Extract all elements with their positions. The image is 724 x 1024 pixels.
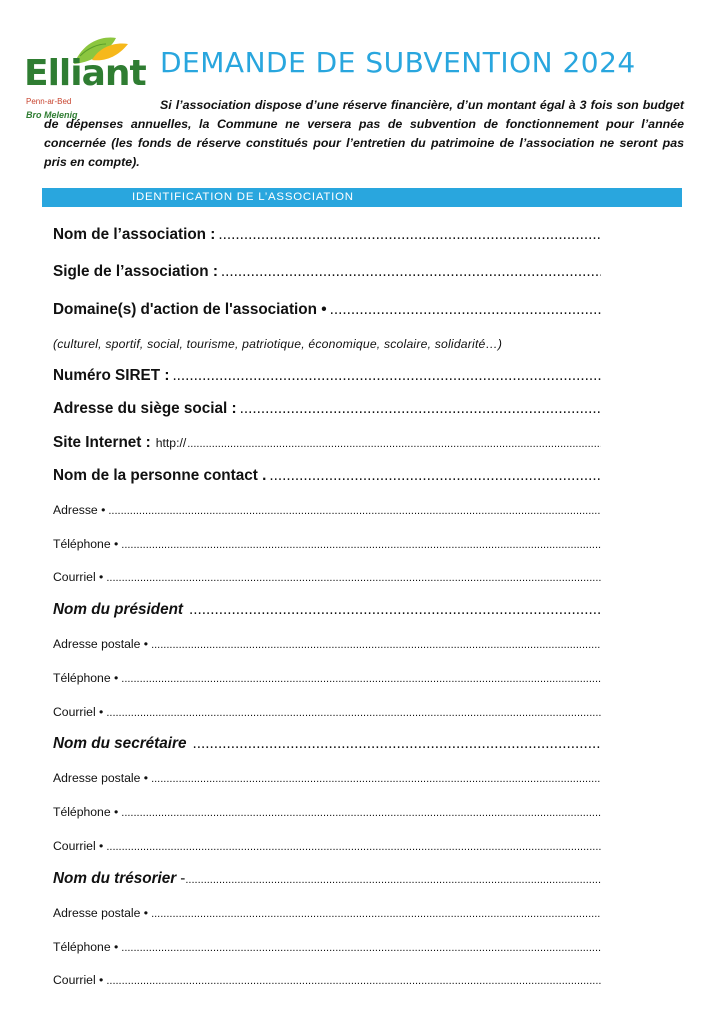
field-treasurer-address[interactable] [53,906,601,920]
field-action-domain[interactable] [53,301,601,319]
fill-line[interactable] [121,673,601,685]
field-website[interactable] [53,434,601,452]
field-label: Adresse postale • [53,906,149,920]
field-secretary-name[interactable] [53,735,601,753]
domain-hint: (culturel, sportif, social, tourisme, patriotique, économique, scolaire, solidarité…) [53,337,503,351]
field-treasurer-name[interactable] [53,870,601,888]
fill-line[interactable] [240,400,601,418]
website-prefix: http:// [155,436,187,450]
field-treasurer-email[interactable] [53,973,601,987]
fill-line[interactable] [192,735,601,753]
logo-subtitle: Penn-ar-Bed [26,97,72,106]
field-contact-address[interactable] [53,503,601,517]
fill-line[interactable] [218,226,601,244]
fill-line[interactable] [121,539,601,551]
fill-line[interactable] [106,707,601,719]
fill-line[interactable] [269,467,601,485]
field-label: Adresse • [53,503,106,517]
field-label: Domaine(s) d'action de l'association • [53,301,327,318]
field-label: Numéro SIRET : [53,367,170,384]
field-label: Adresse postale • [53,637,149,651]
field-label: Adresse du siège social : [53,400,237,417]
intro-paragraph: Si l’association dispose d’une réserve financière, d’un montant égal à 3 fois son budget de dépenses annuelles, la Commune ne versera pas de subvention de fonctionnement pour l’année concernée (les fonds de réserve constitués pour l’entretien du patrimoine de l’association ne seront pas pris en compte). [44,98,684,169]
field-label: Nom du président [53,601,184,618]
field-secretary-phone[interactable] [53,805,601,819]
field-label: Sigle de l’association : [53,263,218,280]
field-treasurer-phone[interactable] [53,940,601,954]
fill-line[interactable] [185,874,601,886]
fill-line[interactable] [121,942,601,954]
field-secretary-email[interactable] [53,839,601,853]
field-label: Site Internet : [53,434,151,451]
field-label: Courriel • [53,839,104,853]
logo-tagline: Bro Melenig [26,110,78,120]
field-association-name[interactable] [53,226,601,244]
page-title: DEMANDE DE SUBVENTION 2024 [160,46,636,79]
logo-wordmark: Elliant [24,53,146,94]
field-label: Adresse postale • [53,771,149,785]
field-president-email[interactable] [53,705,601,719]
field-label: Courriel • [53,973,104,987]
field-label: Nom du secrétaire [53,735,187,752]
field-contact-email[interactable] [53,570,601,584]
field-label: Nom de l’association : [53,226,216,243]
field-label: Téléphone • [53,940,119,954]
fill-line[interactable] [121,807,601,819]
fill-line[interactable] [151,639,601,651]
fill-line[interactable] [330,301,601,319]
field-president-phone[interactable] [53,671,601,685]
field-secretary-address[interactable] [53,771,601,785]
field-president-name[interactable] [53,601,601,619]
field-contact-name[interactable] [53,467,601,485]
section-header-label: IDENTIFICATION DE L’ASSOCIATION [132,191,354,203]
fill-line[interactable] [106,572,601,584]
fill-line[interactable] [187,438,601,450]
fill-line[interactable] [106,841,601,853]
field-contact-phone[interactable] [53,537,601,551]
field-head-office-address[interactable] [53,400,601,418]
fill-line[interactable] [172,367,601,385]
field-label: Téléphone • [53,671,119,685]
fill-line[interactable] [108,505,601,517]
field-label: Nom de la personne contact . [53,467,267,484]
field-label: Téléphone • [53,537,119,551]
separator-dash: - [180,870,186,887]
field-label: Courriel • [53,705,104,719]
fill-line[interactable] [221,263,601,281]
fill-line[interactable] [189,601,601,619]
fill-line[interactable] [106,975,601,987]
field-siret[interactable] [53,367,601,385]
field-association-acronym[interactable] [53,263,601,281]
field-label: Courriel • [53,570,104,584]
fill-line[interactable] [151,773,601,785]
fill-line[interactable] [151,908,601,920]
field-label: Nom du trésorier [53,870,177,887]
section-header [42,188,682,207]
field-label: Téléphone • [53,805,119,819]
field-president-address[interactable] [53,637,601,651]
